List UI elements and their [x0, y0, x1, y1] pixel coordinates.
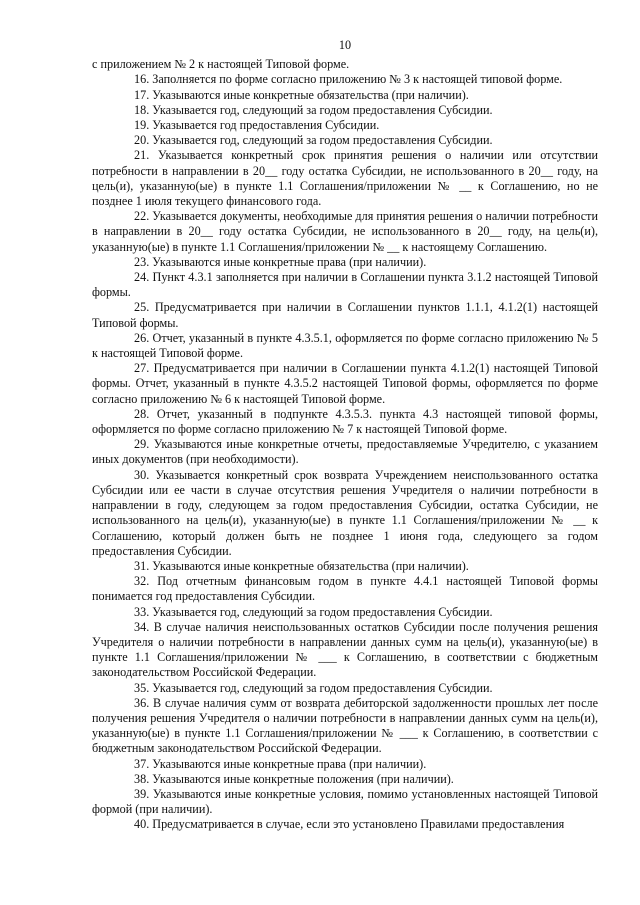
- footnote-40: 40. Предусматривается в случае, если это установлено Правилами предоставления: [134, 817, 565, 832]
- footnote-21: 21. Указывается конкретный срок принятия решения о наличии или отсутствии потребности в направлении в 20__ году остатка Субсидии, не использованного в 20__ году, на цель(и), указанную(ые) в пункте 1.1 Соглашения/приложении № __ к Соглашению, но не позднее 1 июля текущего финансового года.: [92, 148, 598, 209]
- footnote-24: 24. Пункт 4.3.1 заполняется при наличии в Соглашении пункта 3.1.2 настоящей Типовой формы.: [92, 270, 598, 300]
- footnote-39: 39. Указываются иные конкретные условия, помимо установленных настоящей Типовой формой (при наличии).: [92, 786, 598, 817]
- paragraph-continuation: с приложением № 2 к настоящей Типовой форме.: [92, 57, 350, 72]
- footnote-31: 31. Указываются иные конкретные обязательства (при наличии).: [134, 558, 469, 573]
- page-number: 10: [338, 38, 352, 52]
- footnote-25: 25. Предусматривается при наличии в Соглашении пунктов 1.1.1, 4.1.2(1) настоящей Типовой формы.: [92, 300, 598, 330]
- footnote-28: 28. Отчет, указанный в подпункте 4.3.5.3. пункта 4.3 настоящей типовой формы, оформляется по форме согласно приложению № 7 к настоящей Типовой форме.: [92, 406, 598, 437]
- footnote-29: 29. Указываются иные конкретные отчеты, предоставляемые Учредителю, с указанием иных документов (при необходимости).: [92, 437, 598, 467]
- footnote-18: 18. Указывается год, следующий за годом предоставления Субсидии.: [134, 102, 493, 117]
- footnote-35: 35. Указывается год, следующий за годом предоставления Субсидии.: [134, 680, 493, 695]
- footnote-20: 20. Указывается год, следующий за годом предоставления Субсидии.: [134, 133, 493, 148]
- footnote-36: 36. В случае наличия сумм от возврата дебиторской задолженности прошлых лет после получения решения Учредителя о наличии потребности в направлении данных сумм на цель(и), указанную(ые) в пункте 1.1 Соглашения/приложении № ___ к Соглашению, в соответствии с бюджетным законодательством Российской Федерации.: [92, 695, 598, 756]
- footnote-38: 38. Указываются иные конкретные положения (при наличии).: [134, 771, 454, 786]
- footnote-23: 23. Указываются иные конкретные права (при наличии).: [134, 254, 427, 269]
- footnote-27: 27. Предусматривается при наличии в Соглашении пункта 4.1.2(1) настоящей Типовой формы. Отчет, указанный в пункте 4.3.5.2 настоящей Типовой формы, оформляется по форме согласно приложению № 6 к настоящей Типовой форме.: [92, 361, 598, 406]
- footnote-17: 17. Указываются иные конкретные обязательства (при наличии).: [134, 87, 469, 102]
- footnote-34: 34. В случае наличия неиспользованных остатков Субсидии после получения решения Учредителя о наличии потребности в направлении данных сумм на цель(и), указанную(ые) в пункте 1.1 Соглашения/приложении № ___ к Соглашению, в соответствии с бюджетным законодательством Российской Федерации.: [92, 619, 598, 680]
- footnote-37: 37. Указываются иные конкретные права (при наличии).: [134, 756, 427, 771]
- footnote-19: 19. Указывается год предоставления Субсидии.: [134, 118, 380, 133]
- document-page: [92, 38, 598, 833]
- footnote-22: 22. Указывается документы, необходимые для принятия решения о наличии потребности в направлении в 20__ году остатка Субсидии, не использованного в 20__ году, на цель(и), указанную(ые) в пункте 1.1 Соглашения/приложении № __ к настоящему Соглашению.: [92, 209, 598, 254]
- footnote-30: 30. Указывается конкретный срок возврата Учреждением неиспользованного остатка Субсидии или ее части в случае отсутствия решения Учредителя о наличии потребности в направлении в году, следующем за годом предоставления Субсидии, остатка Субсидии, не использованного на цель(и), указанную(ые) в пункте 1.1 Соглашения/приложении № __ к Соглашению, который должен быть не позднее 1 июня года, следующего за годом предоставления Субсидии.: [92, 467, 598, 558]
- footnote-16: 16. Заполняется по форме согласно приложению № 3 к настоящей типовой форме.: [134, 72, 563, 87]
- footnote-33: 33. Указывается год, следующий за годом предоставления Субсидии.: [134, 604, 493, 619]
- footnote-26: 26. Отчет, указанный в пункте 4.3.5.1, оформляется по форме согласно приложению № 5 к настоящей Типовой форме.: [92, 330, 598, 361]
- footnote-32: 32. Под отчетным финансовым годом в пункте 4.4.1 настоящей Типовой формы понимается год предоставления Субсидии.: [92, 574, 598, 604]
